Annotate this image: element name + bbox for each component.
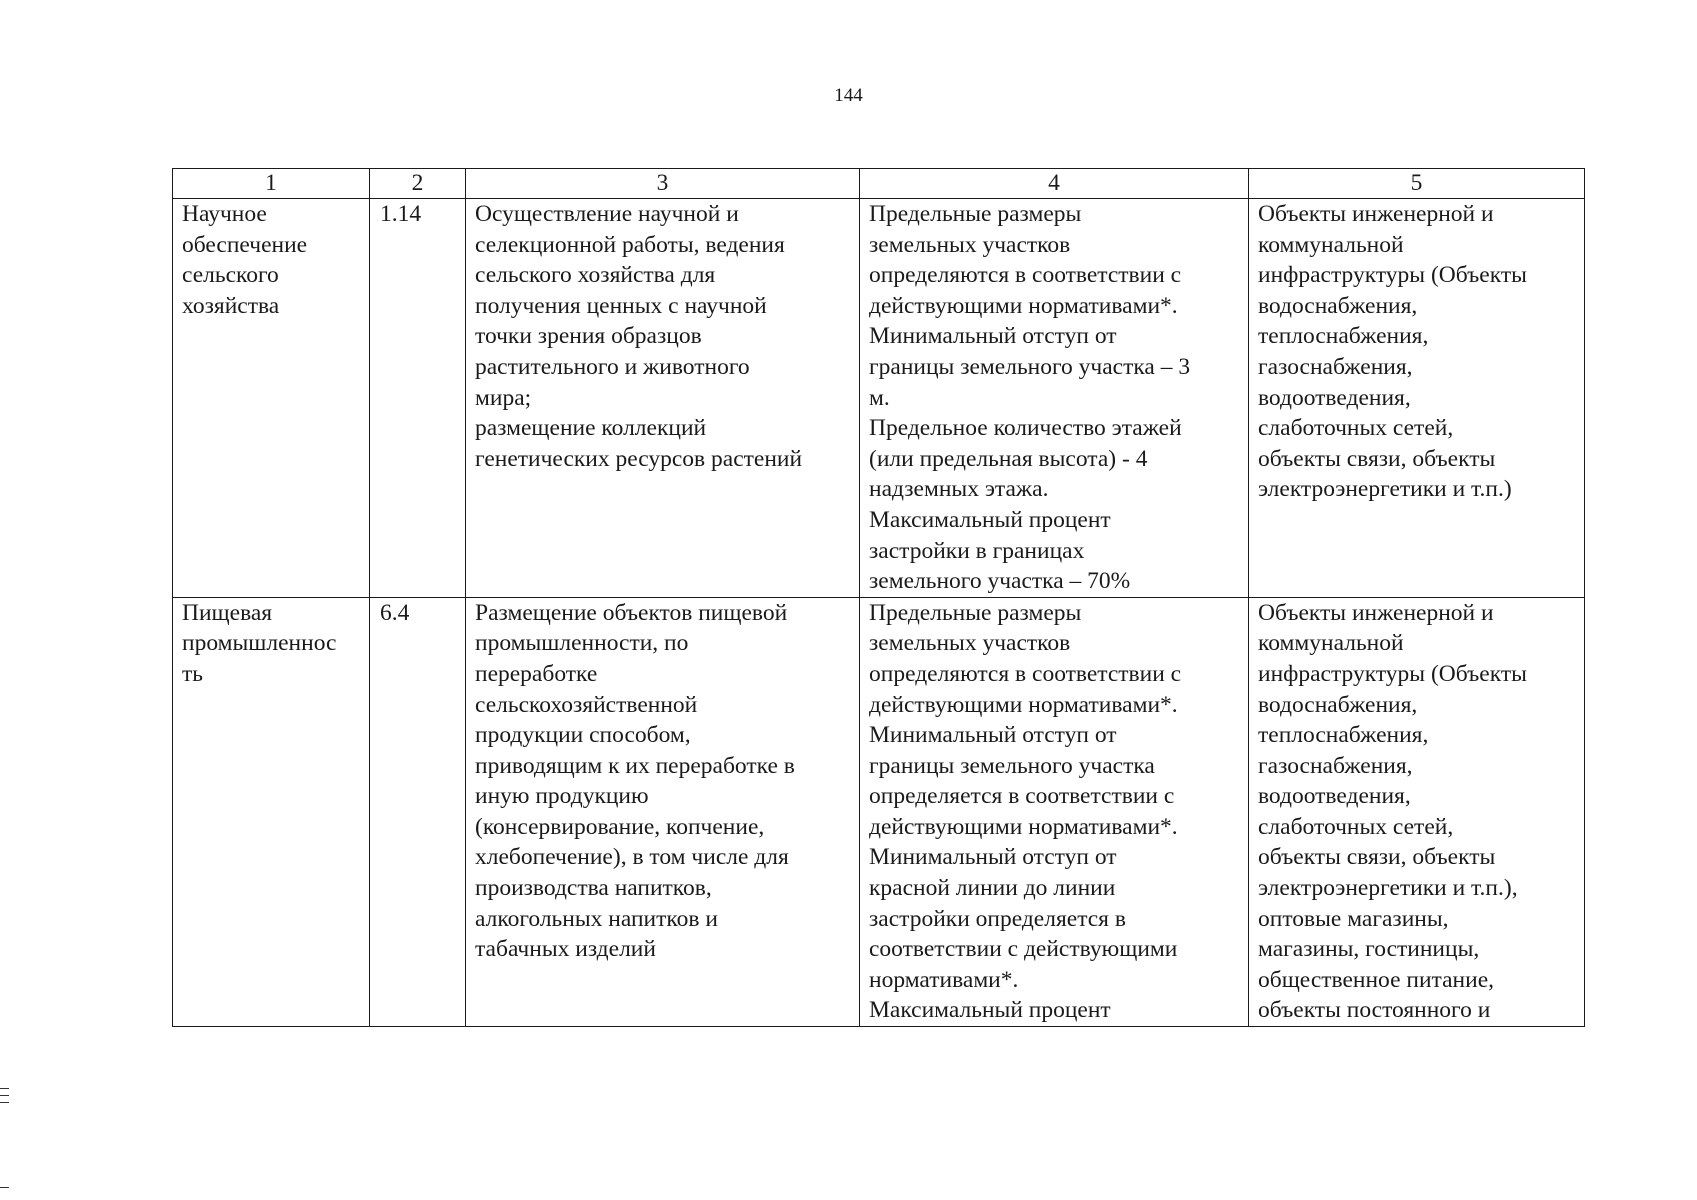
land-use-name-cell: Научное обеспечение сельского хозяйства <box>173 199 370 598</box>
land-use-description-cell: Размещение объектов пищевой промышленности, по переработке сельскохозяйственной продукции способом, приводящим к их переработке в иную продукцию (консервирование, копчение, хлебопечение), в том числе для производства напитков, алкогольных напитков и табачных изделий <box>466 597 860 1026</box>
column-header-1: 1 <box>173 169 370 199</box>
scan-margin-mark <box>0 1088 9 1089</box>
land-use-code-cell: 1.14 <box>370 199 466 598</box>
column-header-4: 4 <box>860 169 1249 199</box>
auxiliary-uses-cell: Объекты инженерной и коммунальной инфраструктуры (Объекты водоснабжения, теплоснабжения, газоснабжения, водоотведения, слаботочных сетей, объекты связи, объекты электроэнергетики и т.п.), оптовые магазины, магазины, гостиницы, общественное питание, объекты постоянного и <box>1249 597 1585 1026</box>
scan-margin-mark <box>0 1095 9 1096</box>
page-number: 144 <box>834 85 863 106</box>
table-row <box>173 597 1585 1026</box>
table-row <box>173 199 1585 598</box>
column-header-5: 5 <box>1249 169 1585 199</box>
scan-margin-mark <box>0 1187 9 1188</box>
scan-margin-mark <box>0 1102 9 1103</box>
building-parameters-cell: Предельные размеры земельных участков определяются в соответствии с действующими нормативами*. Минимальный отступ от границы земельного участка определяется в соответствии с действующими нормативами*. Минимальный отступ от красной линии до линии застройки определяется в соответствии с действующими нормативами*. Максимальный процент <box>860 597 1249 1026</box>
column-header-3: 3 <box>466 169 860 199</box>
land-use-code-cell: 6.4 <box>370 597 466 1026</box>
column-header-2: 2 <box>370 169 466 199</box>
building-parameters-cell: Предельные размеры земельных участков определяются в соответствии с действующими нормативами*. Минимальный отступ от границы земельного участка – 3 м. Предельное количество этажей (или предельная высота) - 4 надземных этажа. Максимальный процент застройки в границах земельного участка – 70% <box>860 199 1249 598</box>
auxiliary-uses-cell: Объекты инженерной и коммунальной инфраструктуры (Объекты водоснабжения, теплоснабжения, газоснабжения, водоотведения, слаботочных сетей, объекты связи, объекты электроэнергетики и т.п.) <box>1249 199 1585 598</box>
land-use-description-cell: Осуществление научной и селекционной работы, ведения сельского хозяйства для получения ценных с научной точки зрения образцов растительного и животного мира; размещение коллекций генетических ресурсов растений <box>466 199 860 598</box>
header-row <box>173 169 1585 199</box>
land-use-name-cell: Пищевая промышленнос ть <box>173 597 370 1026</box>
zoning-table <box>172 168 1585 1027</box>
